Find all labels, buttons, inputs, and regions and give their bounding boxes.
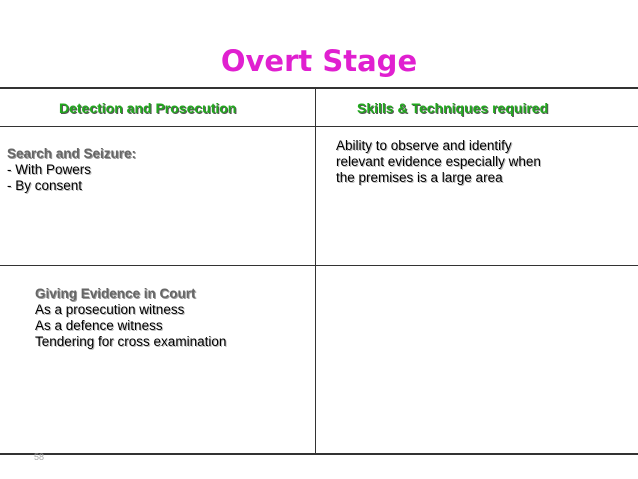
row2-left-cell (35, 286, 226, 350)
table-border-bottom (0, 453, 638, 455)
header-detection-prosecution: Detection and Prosecution (59, 100, 237, 116)
row1-right-cell (336, 138, 541, 186)
table-border-top (0, 87, 638, 89)
slide-number: 58 (34, 452, 45, 462)
skill-line: Ability to observe and identify (336, 138, 512, 153)
list-item: Tendering for cross examination (35, 334, 227, 349)
table-row-divider-2 (0, 265, 638, 266)
row1-left-cell (7, 146, 136, 194)
list-item: - With Powers (7, 162, 92, 177)
list-item: - By consent (7, 178, 83, 193)
table-row-divider-1 (0, 126, 638, 127)
giving-evidence-heading: Giving Evidence in Court (35, 286, 196, 301)
list-item: As a defence witness (35, 318, 163, 333)
table-column-divider (315, 87, 316, 455)
content-table (0, 87, 638, 455)
slide-title: Overt Stage (220, 44, 418, 78)
list-item: As a prosecution witness (35, 302, 185, 317)
skill-line: the premises is a large area (336, 170, 503, 185)
search-seizure-heading: Search and Seizure: (7, 146, 137, 161)
skill-line: relevant evidence especially when (336, 154, 541, 169)
header-skills-techniques: Skills & Techniques required (357, 100, 549, 116)
